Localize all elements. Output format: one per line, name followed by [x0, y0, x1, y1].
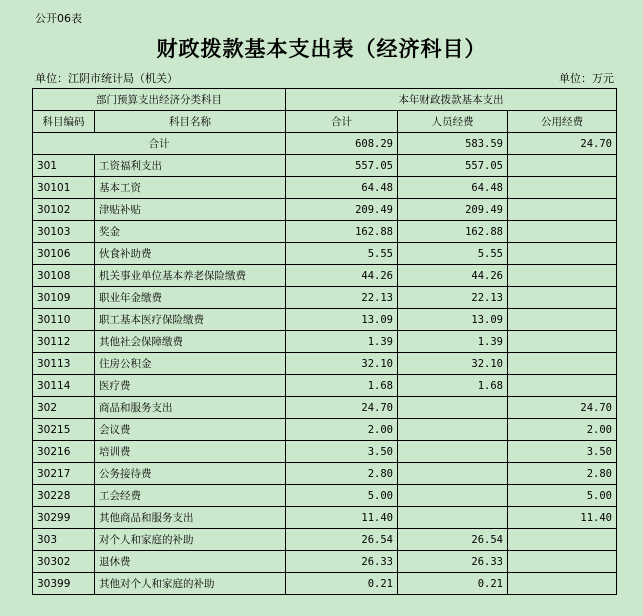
cell-personnel: 5.55 [398, 243, 508, 265]
cell-personnel: 22.13 [398, 287, 508, 309]
header-total: 合计 [286, 111, 398, 133]
table-row [33, 265, 617, 287]
table-row [33, 375, 617, 397]
table-row [33, 221, 617, 243]
cell-code: 30302 [33, 551, 95, 573]
cell-name: 津贴补贴 [95, 199, 286, 221]
page-title: 财政拨款基本支出表（经济科目） [156, 36, 487, 61]
cell-personnel: 44.26 [398, 265, 508, 287]
table-row [33, 155, 617, 177]
table-row [33, 397, 617, 419]
table-row [33, 573, 617, 595]
total-sum: 608.29 [286, 133, 398, 155]
cell-personnel: 0.21 [398, 573, 508, 595]
cell-total: 32.10 [286, 353, 398, 375]
cell-total: 2.80 [286, 463, 398, 485]
table-row [33, 243, 617, 265]
cell-name: 对个人和家庭的补助 [95, 529, 286, 551]
unit-currency: 单位：万元 [559, 72, 614, 85]
cell-name: 职业年金缴费 [95, 287, 286, 309]
cell-public [508, 375, 617, 397]
cell-total: 1.39 [286, 331, 398, 353]
header-public: 公用经费 [508, 111, 617, 133]
cell-public: 5.00 [508, 485, 617, 507]
total-row [33, 133, 617, 155]
cell-code: 30108 [33, 265, 95, 287]
cell-personnel: 209.49 [398, 199, 508, 221]
cell-total: 24.70 [286, 397, 398, 419]
form-number: 公开06表 [35, 12, 82, 25]
cell-name: 退休费 [95, 551, 286, 573]
cell-code: 30106 [33, 243, 95, 265]
cell-public [508, 573, 617, 595]
cell-total: 2.00 [286, 419, 398, 441]
cell-personnel [398, 463, 508, 485]
cell-public [508, 177, 617, 199]
cell-code: 30103 [33, 221, 95, 243]
table-row [33, 441, 617, 463]
unit-organization: 单位：江阴市统计局（机关） [35, 72, 178, 85]
table-row [33, 177, 617, 199]
cell-public [508, 529, 617, 551]
header-code: 科目编码 [33, 111, 95, 133]
cell-total: 5.00 [286, 485, 398, 507]
cell-name: 培训费 [95, 441, 286, 463]
cell-name: 工会经费 [95, 485, 286, 507]
cell-total: 209.49 [286, 199, 398, 221]
cell-personnel: 557.05 [398, 155, 508, 177]
cell-total: 26.54 [286, 529, 398, 551]
cell-code: 30110 [33, 309, 95, 331]
cell-name: 奖金 [95, 221, 286, 243]
cell-personnel: 1.39 [398, 331, 508, 353]
cell-public: 2.00 [508, 419, 617, 441]
cell-total: 0.21 [286, 573, 398, 595]
header-classification: 部门预算支出经济分类科目 [33, 89, 286, 111]
cell-code: 30113 [33, 353, 95, 375]
table-row [33, 309, 617, 331]
cell-personnel: 13.09 [398, 309, 508, 331]
cell-public [508, 199, 617, 221]
cell-total: 64.48 [286, 177, 398, 199]
cell-personnel: 1.68 [398, 375, 508, 397]
cell-code: 301 [33, 155, 95, 177]
cell-public [508, 331, 617, 353]
table-row [33, 199, 617, 221]
cell-personnel: 162.88 [398, 221, 508, 243]
cell-code: 30216 [33, 441, 95, 463]
cell-code: 30217 [33, 463, 95, 485]
cell-code: 30299 [33, 507, 95, 529]
cell-personnel [398, 419, 508, 441]
cell-total: 11.40 [286, 507, 398, 529]
cell-name: 其他社会保障缴费 [95, 331, 286, 353]
cell-code: 302 [33, 397, 95, 419]
cell-public: 11.40 [508, 507, 617, 529]
cell-name: 工资福利支出 [95, 155, 286, 177]
cell-total: 162.88 [286, 221, 398, 243]
cell-total: 557.05 [286, 155, 398, 177]
header-personnel: 人员经费 [398, 111, 508, 133]
table-row [33, 551, 617, 573]
cell-code: 30228 [33, 485, 95, 507]
cell-public [508, 353, 617, 375]
cell-name: 医疗费 [95, 375, 286, 397]
expenditure-table [32, 88, 617, 595]
cell-public: 24.70 [508, 397, 617, 419]
cell-code: 30101 [33, 177, 95, 199]
cell-public [508, 287, 617, 309]
cell-name: 机关事业单位基本养老保险缴费 [95, 265, 286, 287]
cell-code: 303 [33, 529, 95, 551]
cell-personnel: 64.48 [398, 177, 508, 199]
cell-personnel [398, 441, 508, 463]
table-row [33, 353, 617, 375]
header-group-row [33, 89, 617, 111]
table-row [33, 419, 617, 441]
cell-public [508, 265, 617, 287]
total-personnel: 583.59 [398, 133, 508, 155]
cell-public [508, 243, 617, 265]
table-row [33, 287, 617, 309]
header-current-year: 本年财政拨款基本支出 [286, 89, 617, 111]
cell-public [508, 309, 617, 331]
cell-public: 3.50 [508, 441, 617, 463]
table-row [33, 529, 617, 551]
header-name: 科目名称 [95, 111, 286, 133]
cell-personnel [398, 485, 508, 507]
cell-personnel: 32.10 [398, 353, 508, 375]
cell-personnel [398, 507, 508, 529]
cell-name: 其他对个人和家庭的补助 [95, 573, 286, 595]
cell-name: 住房公积金 [95, 353, 286, 375]
cell-name: 职工基本医疗保险缴费 [95, 309, 286, 331]
cell-code: 30215 [33, 419, 95, 441]
cell-personnel [398, 397, 508, 419]
cell-personnel: 26.54 [398, 529, 508, 551]
cell-total: 13.09 [286, 309, 398, 331]
cell-name: 会议费 [95, 419, 286, 441]
cell-total: 3.50 [286, 441, 398, 463]
cell-name: 公务接待费 [95, 463, 286, 485]
cell-total: 44.26 [286, 265, 398, 287]
table-row [33, 507, 617, 529]
cell-code: 30399 [33, 573, 95, 595]
total-label: 合计 [33, 133, 286, 155]
table-row [33, 463, 617, 485]
cell-total: 26.33 [286, 551, 398, 573]
cell-name: 伙食补助费 [95, 243, 286, 265]
cell-public: 2.80 [508, 463, 617, 485]
cell-code: 30109 [33, 287, 95, 309]
total-public: 24.70 [508, 133, 617, 155]
cell-code: 30114 [33, 375, 95, 397]
cell-public [508, 155, 617, 177]
cell-name: 基本工资 [95, 177, 286, 199]
cell-name: 其他商品和服务支出 [95, 507, 286, 529]
cell-public [508, 551, 617, 573]
cell-code: 30112 [33, 331, 95, 353]
cell-total: 1.68 [286, 375, 398, 397]
cell-personnel: 26.33 [398, 551, 508, 573]
cell-total: 22.13 [286, 287, 398, 309]
cell-total: 5.55 [286, 243, 398, 265]
cell-code: 30102 [33, 199, 95, 221]
table-row [33, 331, 617, 353]
header-column-row [33, 111, 617, 133]
table-row [33, 485, 617, 507]
cell-name: 商品和服务支出 [95, 397, 286, 419]
cell-public [508, 221, 617, 243]
